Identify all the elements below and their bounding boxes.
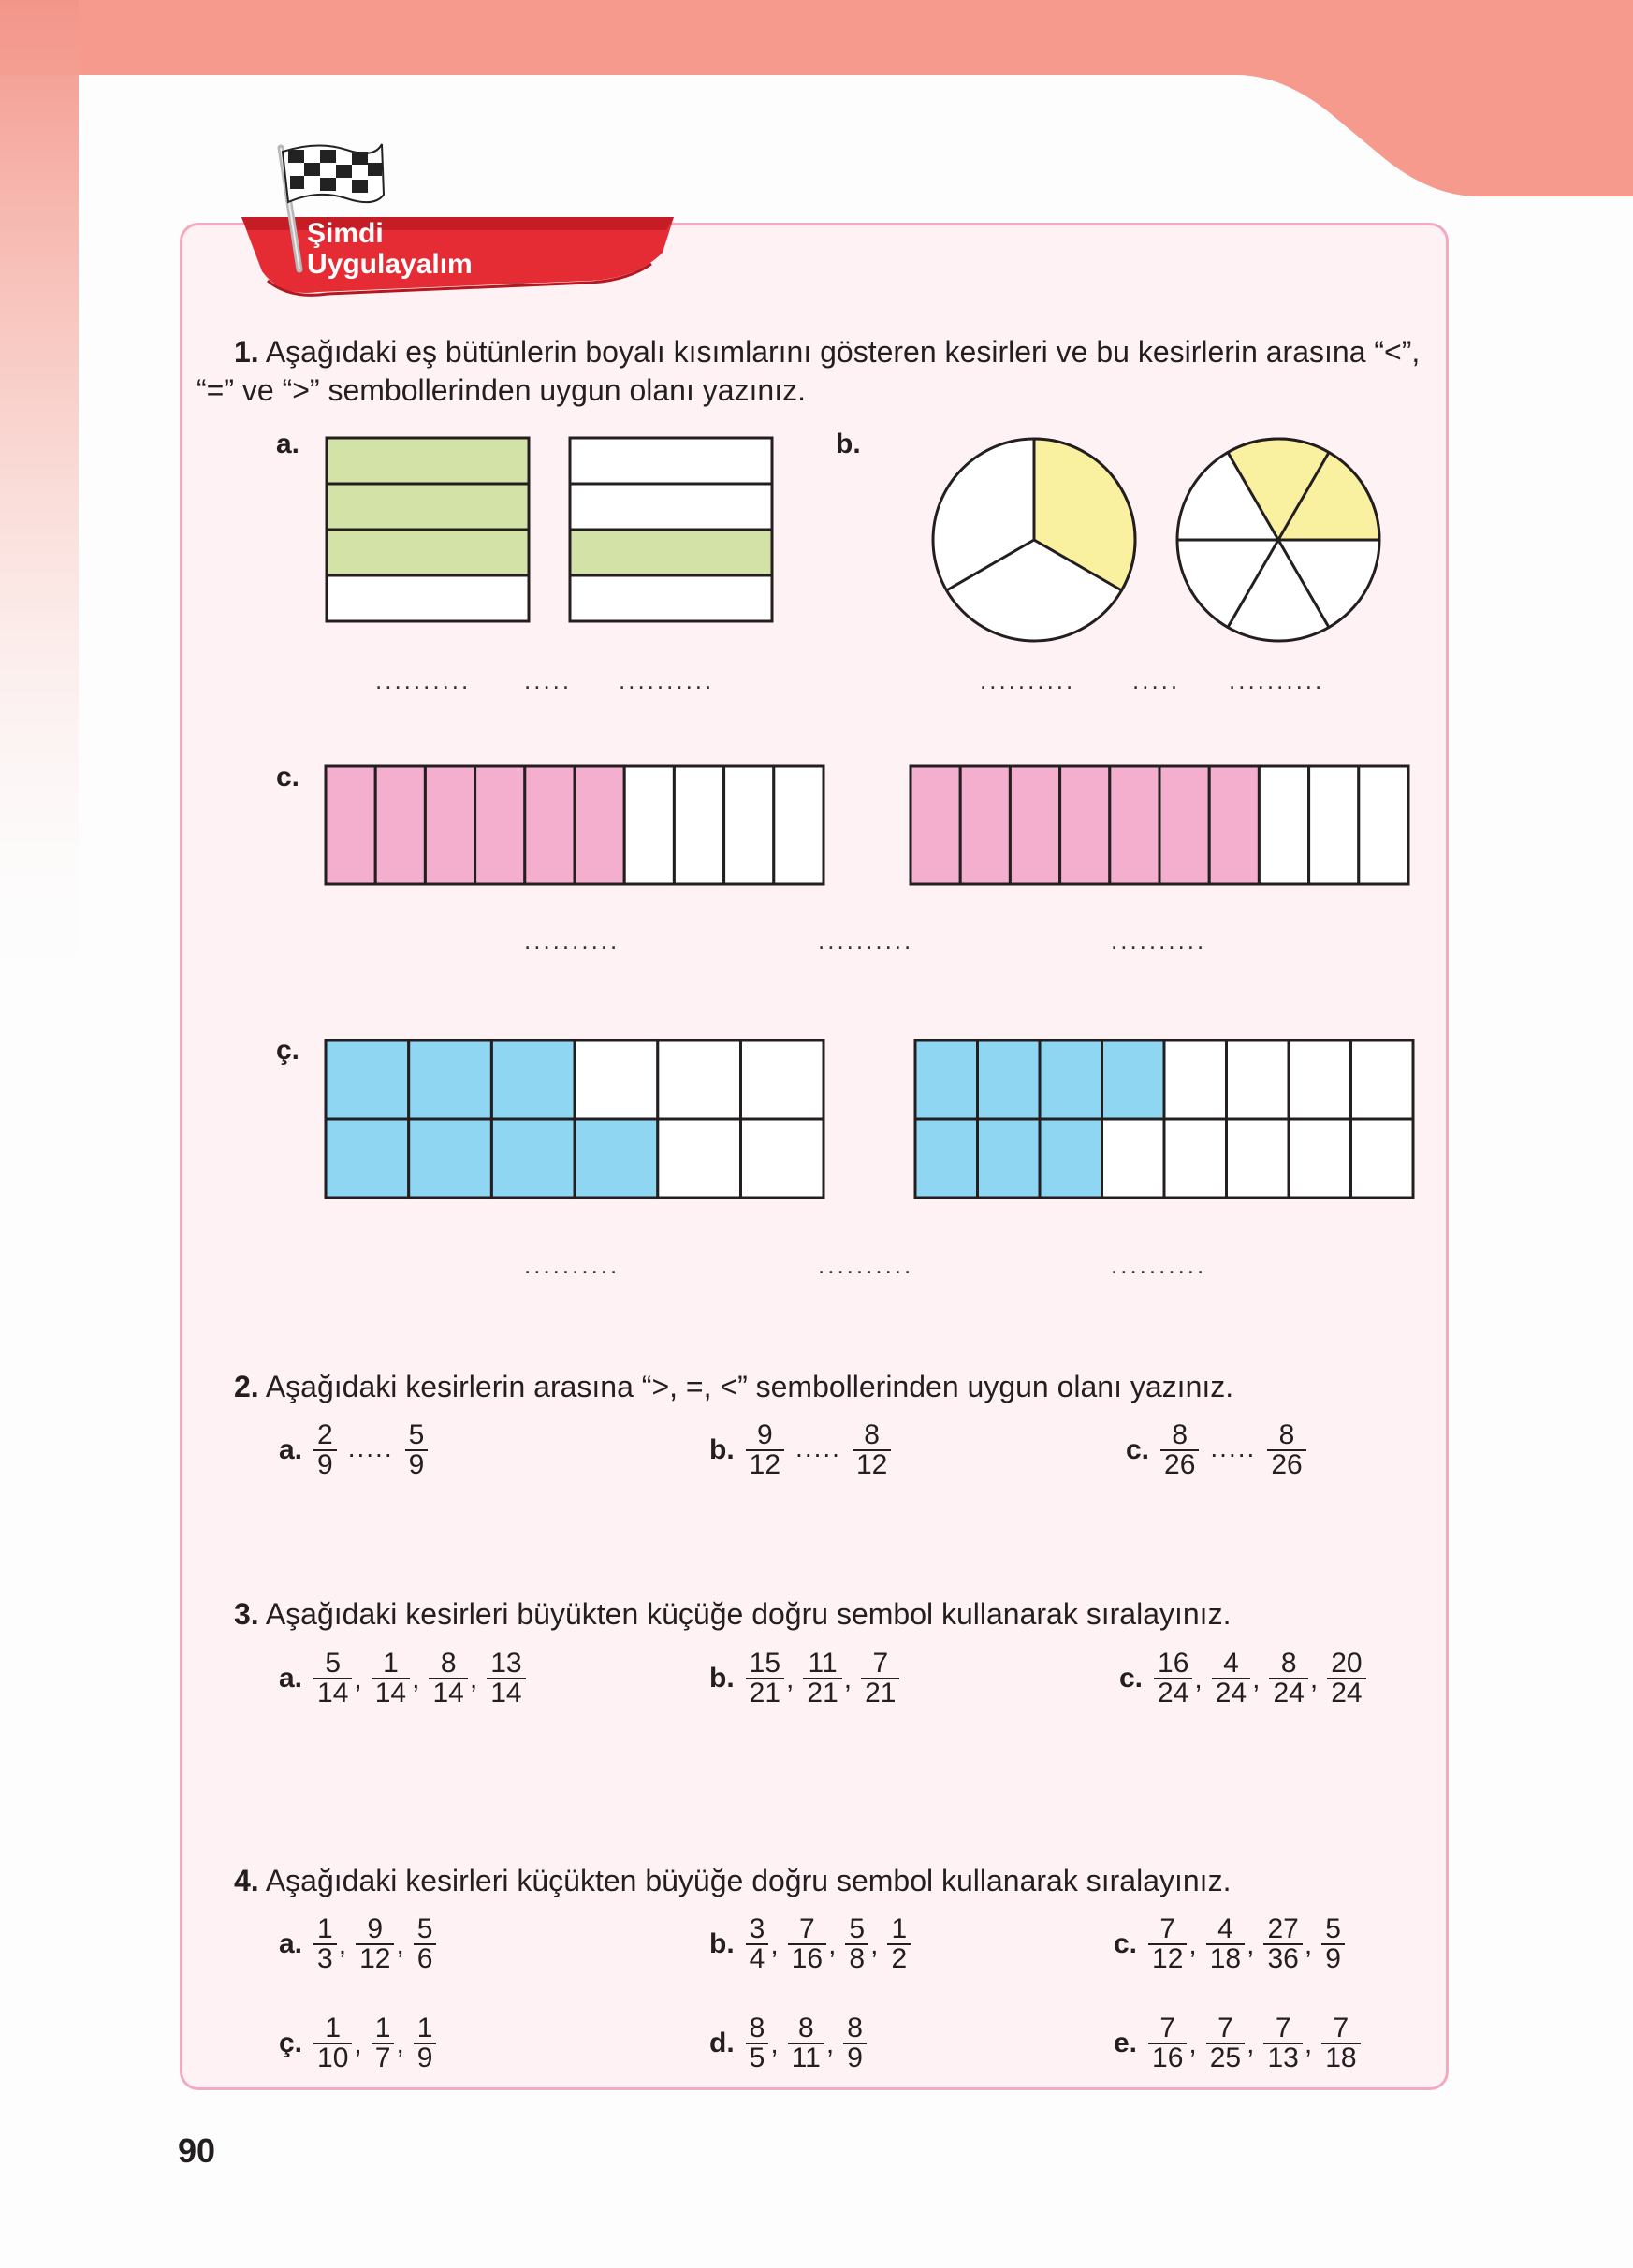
q2-text <box>234 1368 1432 1406</box>
fraction: $\frac{1}{14}$ <box>372 1650 410 1708</box>
model-a-right <box>568 436 774 623</box>
fraction: $\frac{8}{5}$ <box>746 2014 769 2072</box>
q4-label-d: d. <box>709 2028 735 2058</box>
q1-text <box>197 333 1441 410</box>
model-cc-right <box>913 1039 1415 1199</box>
q2-label-b: b. <box>709 1434 735 1465</box>
fraction: $\frac{8}{24}$ <box>1269 1650 1307 1708</box>
q3-item-a: a. $\frac{5}{14}$ , $\frac{1}{14}$ , $\frac{8}{14}$ , $\frac{13}{14}$ <box>279 1643 528 1714</box>
q4-label-a: a. <box>279 1928 303 1959</box>
answer-blank-cc-right[interactable]: .......... <box>1111 1251 1207 1279</box>
model-c-right <box>909 764 1410 886</box>
q4-item-d: d. $\frac{8}{5}$ , $\frac{8}{11}$ , $\frac{8}{9}$ <box>709 2008 868 2079</box>
model-c-left <box>324 764 825 886</box>
q1-label-c: c. <box>276 762 300 792</box>
fraction: $\frac{4}{18}$ <box>1206 1915 1245 1973</box>
q2-item-a <box>279 1415 430 1486</box>
answer-blank-c-left[interactable]: .......... <box>524 926 620 954</box>
fraction: $\frac{9}{12}$ <box>746 1421 784 1479</box>
model-b-right <box>1174 435 1383 645</box>
model-a-right-part-4 <box>570 575 772 621</box>
q1-label-a: a. <box>276 429 300 459</box>
model-a-left-part-3 <box>327 530 529 575</box>
fraction: $\frac{4}{24}$ <box>1212 1650 1250 1708</box>
fraction: $\frac{5}{6}$ <box>414 1915 437 1973</box>
model-a-right-part-3 <box>570 530 772 575</box>
fraction: $\frac{2}{9}$ <box>313 1421 337 1479</box>
fraction: $\frac{1}{9}$ <box>414 2014 437 2072</box>
fraction: $\frac{7}{21}$ <box>861 1650 899 1708</box>
q3-label-b: b. <box>709 1663 735 1694</box>
fraction: $\frac{7}{18}$ <box>1321 2014 1360 2072</box>
fraction: $\frac{11}{21}$ <box>803 1650 841 1708</box>
q3-item-c: c. $\frac{16}{24}$ , $\frac{4}{24}$ , $\frac{8}{24}$ , $\frac{20}{24}$ <box>1119 1643 1368 1714</box>
fraction: $\frac{9}{12}$ <box>356 1915 394 1973</box>
model-b-left <box>929 435 1139 645</box>
q3-item-b: b. $\frac{15}{21}$ , $\frac{11}{21}$ , $\frac{7}{21}$ <box>709 1643 901 1714</box>
model-a-left <box>325 436 531 623</box>
model-a-left-part-4 <box>327 575 529 621</box>
q4-number: 4. <box>234 1864 259 1897</box>
page-number: 90 <box>178 2131 216 2170</box>
answer-blank-q2-c[interactable]: ..... <box>1210 1433 1257 1462</box>
q3-number: 3. <box>234 1597 259 1631</box>
section-banner <box>234 140 683 309</box>
fraction: $\frac{8}{26}$ <box>1267 1421 1305 1479</box>
fraction: $\frac{1}{7}$ <box>372 2014 395 2072</box>
q1-label-b: b. <box>836 429 861 459</box>
q1-label-cc: ç. <box>276 1035 300 1066</box>
q2-item-c <box>1126 1415 1308 1486</box>
q4-text <box>234 1862 1432 1900</box>
answer-blank-q2-a[interactable]: ..... <box>347 1433 394 1462</box>
q3-label-c: c. <box>1119 1663 1144 1694</box>
model-a-right-part-2 <box>570 484 772 530</box>
answer-blank-cc-symbol[interactable]: .......... <box>818 1251 914 1279</box>
fraction: $\frac{13}{14}$ <box>487 1650 525 1708</box>
fraction: $\frac{8}{12}$ <box>853 1421 891 1479</box>
answer-blank-b-symbol[interactable]: ..... <box>1132 666 1181 694</box>
fraction: $\frac{8}{26}$ <box>1160 1421 1199 1479</box>
fraction: $\frac{5}{14}$ <box>313 1650 352 1708</box>
q4-instruction: Aşağıdaki kesirleri küçükten büyüğe doğru sembol kullanarak sıralayınız. <box>265 1864 1232 1897</box>
fraction: $\frac{5}{9}$ <box>1321 1915 1345 1973</box>
fraction: $\frac{20}{24}$ <box>1327 1650 1365 1708</box>
answer-blank-a-right[interactable]: .......... <box>619 666 715 694</box>
fraction: $\frac{5}{8}$ <box>845 1915 868 1973</box>
model-a-left-part-2 <box>327 484 529 530</box>
model-a-right-part-1 <box>570 438 772 484</box>
fraction: $\frac{1}{10}$ <box>313 2014 352 2072</box>
q4-label-e: e. <box>1114 2028 1138 2058</box>
answer-blank-c-right[interactable]: .......... <box>1111 926 1207 954</box>
q3-text <box>234 1595 1432 1634</box>
q4-item-e: e. $\frac{7}{16}$ , $\frac{7}{25}$ , $\frac{7}{13}$ , $\frac{7}{18}$ <box>1114 2008 1363 2079</box>
fraction: $\frac{8}{14}$ <box>429 1650 467 1708</box>
q4-item-cc: ç. $\frac{1}{10}$ , $\frac{1}{7}$ , $\frac{1}{9}$ <box>279 2008 438 2079</box>
q4-label-b: b. <box>709 1928 735 1959</box>
fraction: $\frac{3}{4}$ <box>746 1915 769 1973</box>
fraction: $\frac{7}{25}$ <box>1206 2014 1245 2072</box>
answer-blank-a-symbol[interactable]: ..... <box>524 666 573 694</box>
q2-label-c: c. <box>1126 1434 1150 1465</box>
q4-item-b: b. $\frac{3}{4}$ , $\frac{7}{16}$ , $\frac{5}{8}$ , $\frac{1}{2}$ <box>709 1909 912 1980</box>
fraction: $\frac{5}{9}$ <box>405 1421 429 1479</box>
fraction: $\frac{7}{16}$ <box>1148 2014 1187 2072</box>
banner-title-line2: Uygulayalım <box>307 249 473 280</box>
answer-blank-a-left[interactable]: .......... <box>375 666 472 694</box>
answer-blank-cc-left[interactable]: .......... <box>524 1251 620 1279</box>
fraction: $\frac{8}{11}$ <box>788 2014 824 2072</box>
fraction: $\frac{8}{9}$ <box>843 2014 867 2072</box>
q2-label-a: a. <box>279 1434 303 1465</box>
fraction: $\frac{7}{13}$ <box>1263 2014 1302 2072</box>
banner-title-line1: Şimdi <box>307 218 384 249</box>
model-a-left-part-1 <box>327 438 529 484</box>
fraction: $\frac{15}{21}$ <box>746 1650 784 1708</box>
fraction: $\frac{1}{2}$ <box>887 1915 911 1973</box>
fraction: $\frac{27}{36}$ <box>1263 1915 1302 1973</box>
q2-item-b <box>709 1415 893 1486</box>
q4-label-c: c. <box>1114 1928 1138 1959</box>
answer-blank-b-left[interactable]: .......... <box>980 666 1076 694</box>
fraction: $\frac{16}{24}$ <box>1154 1650 1192 1708</box>
q1-number: 1. <box>234 335 259 369</box>
model-cc-left <box>324 1039 825 1199</box>
q3-instruction: Aşağıdaki kesirleri büyükten küçüğe doğru sembol kullanarak sıralayınız. <box>265 1597 1232 1631</box>
answer-blank-c-symbol[interactable]: .......... <box>818 926 914 954</box>
fraction: $\frac{1}{3}$ <box>313 1915 337 1973</box>
q1-instruction: Aşağıdaki eş bütünlerin boyalı kısımlarını gösteren kesirleri ve bu kesirlerin arasına “<”, “=” ve “>” sembollerinden uygun olanı yazınız. <box>197 335 1421 407</box>
answer-blank-q2-b[interactable]: ..... <box>795 1433 841 1462</box>
q4-label-cc: ç. <box>279 2028 303 2058</box>
answer-blank-b-right[interactable]: .......... <box>1229 666 1325 694</box>
q2-number: 2. <box>234 1370 259 1403</box>
q3-label-a: a. <box>279 1663 303 1694</box>
q2-instruction: Aşağıdaki kesirlerin arasına “>, =, <” sembollerinden uygun olanı yazınız. <box>265 1370 1234 1403</box>
fraction: $\frac{7}{12}$ <box>1148 1915 1187 1973</box>
q4-item-c: c. $\frac{7}{12}$ , $\frac{4}{18}$ , $\frac{27}{36}$ , $\frac{5}{9}$ <box>1114 1909 1347 1980</box>
q4-item-a: a. $\frac{1}{3}$ , $\frac{9}{12}$ , $\frac{5}{6}$ <box>279 1909 438 1980</box>
fraction: $\frac{7}{16}$ <box>788 1915 826 1973</box>
